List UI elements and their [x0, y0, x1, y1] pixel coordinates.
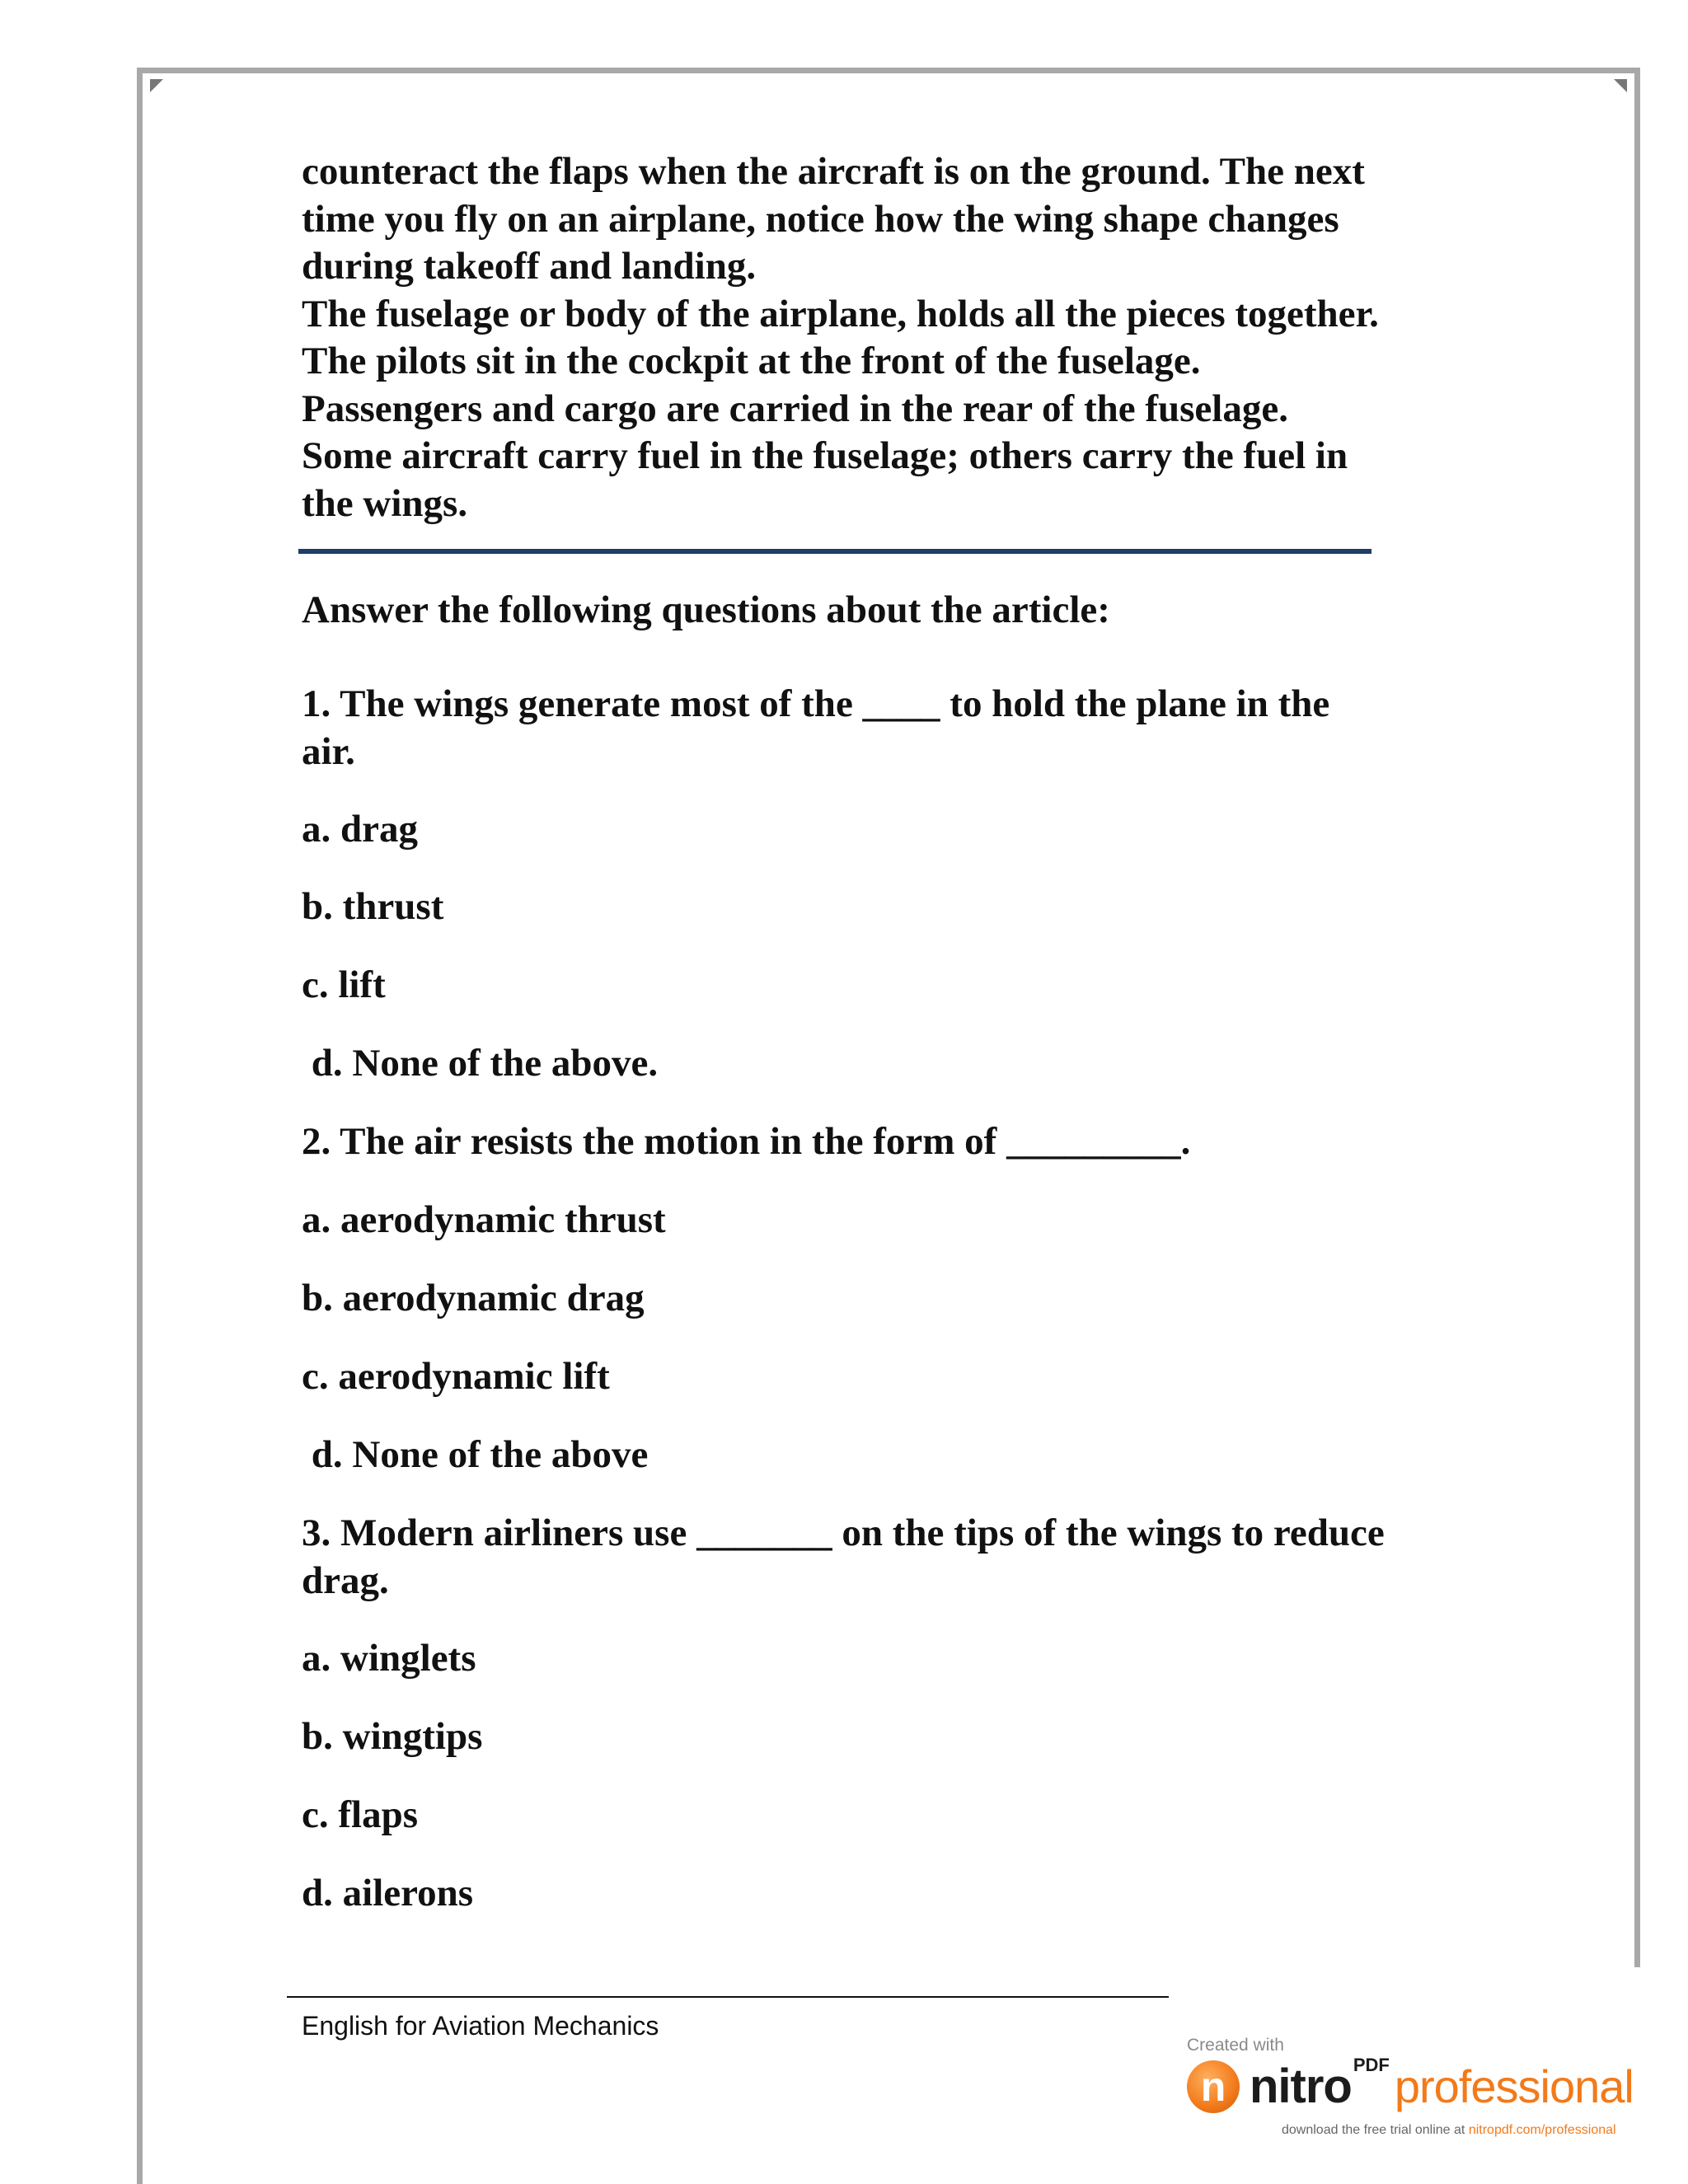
question-3-option-c: c. flaps [302, 1793, 418, 1836]
question-3-option-a: a. winglets [302, 1637, 476, 1680]
question-2-option-d: d. None of the above [302, 1433, 649, 1476]
watermark-download-line [1282, 2123, 1616, 2138]
question-1: 1. The wings generate most of the ____ to hold the plane in the air. [302, 682, 1330, 773]
nitro-brand-text: nitro [1250, 2060, 1352, 2113]
questions-instructions: Answer the following questions about the article: [302, 588, 1110, 631]
footer-text: English for Aviation Mechanics [302, 2011, 659, 2041]
page-frame-left [137, 68, 143, 2184]
corner-mark-left [150, 79, 163, 92]
nitro-product-text: professional [1394, 2060, 1634, 2112]
page-frame-top [138, 68, 1639, 73]
question-2: 2. The air resists the motion in the form of _________. [302, 1120, 1191, 1163]
question-1-option-d: d. None of the above. [302, 1042, 659, 1085]
question-3: 3. Modern airliners use _______ on the tips of the wings to reduce drag. [302, 1511, 1385, 1602]
question-1-option-b: b. thrust [302, 885, 444, 928]
watermark-created-with: Created with [1187, 2036, 1284, 2055]
question-2-option-a: a. aerodynamic thrust [302, 1198, 666, 1241]
nitro-pdf-superscript: PDF [1353, 2054, 1390, 2075]
question-2-option-b: b. aerodynamic drag [302, 1277, 645, 1319]
question-2-option-c: c. aerodynamic lift [302, 1355, 610, 1398]
nitro-logo [1187, 2054, 1634, 2114]
question-1-option-c: c. lift [302, 963, 386, 1006]
corner-mark-right [1614, 79, 1627, 92]
nitro-logo-icon: n [1187, 2060, 1240, 2113]
question-3-option-d: d. ailerons [302, 1872, 474, 1915]
watermark-download-text: download the free trial online at [1282, 2123, 1469, 2137]
question-3-option-b: b. wingtips [302, 1715, 483, 1758]
article-body [302, 148, 1381, 527]
question-1-option-a: a. drag [302, 808, 418, 851]
section-divider [298, 549, 1372, 554]
footer-rule [287, 1996, 1169, 1998]
article-paragraph-1: counteract the flaps when the aircraft is on the ground. The next time you fly on an airplane, notice how the wing shape changes during takeoff and landing. [302, 150, 1365, 288]
watermark-download-link[interactable]: nitropdf.com/professional [1468, 2123, 1616, 2137]
page-frame-right [1634, 68, 1640, 1967]
article-paragraph-2: The fuselage or body of the airplane, holds all the pieces together. The pilots sit in the cockpit at the front of the fuselage. Passengers and cargo are carried in the rear of the fuselage. Some aircraft carry fuel in the fuselage; others carry the fuel in the wings. [302, 292, 1379, 525]
